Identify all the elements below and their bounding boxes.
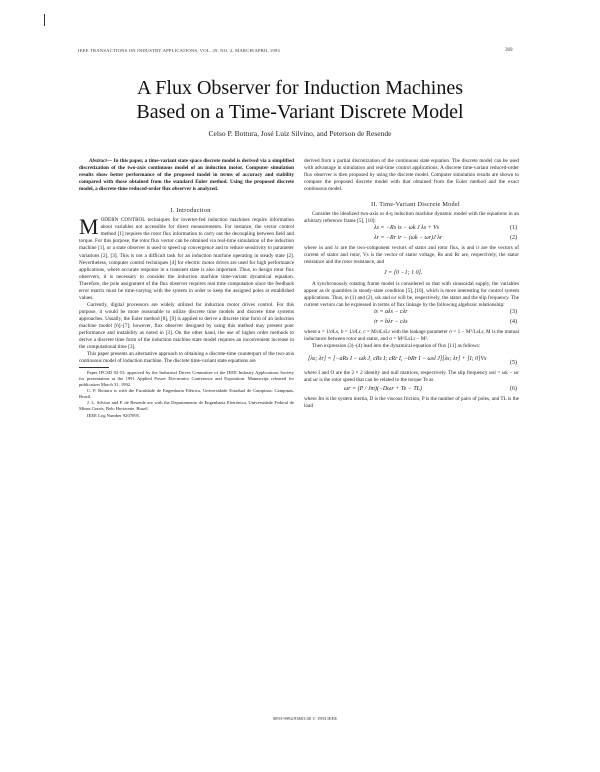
title-line-2: Based on a Time-Variant Discrete Model <box>136 101 464 123</box>
model-paragraph-2: where λs and λr are the two-component vectors of stator and rotor flux, is and ir are the vectors of current of stator and rotor, Vs is the vector of stator voltage, Rs and Rr are, respectively, the stator resistance and the rotor resistance, and <box>304 245 519 266</box>
margin-mark <box>44 14 45 26</box>
model-paragraph-5: Then expression (3)–(4) lead into the dynamical equation of flux [11] as follows: <box>312 342 481 349</box>
equation-5-number: (5) <box>510 359 517 366</box>
footnote-rule <box>79 367 109 368</box>
equation-4-body: ir = bλr − cλs <box>374 318 408 325</box>
equation-5 <box>304 350 519 370</box>
intro-p1-text: ODERN CONTROL techniques for inverter-fed induction machines require information about variables not accessible for direct measurements. For instance, the vector control method [1] requires the rotor flux information to carry out the decoupling between field and torque. For this purpose, the rotor flux vector can be obtained via real-time simulation of the induction machine [1], or a state observer is used to speed up convergence and to reduce sensitivity to parameter variations [2], [3]. This is not a difficult task for an induction machine operating in steady state [2]. Nevertheless, computer control techniques [4] for electric motor drives are used for high performance applications, where accurate response in a transient state is also important. Thus, to design rotor flux observers, it is necessary to consider the induction machine time-variant dynamical equation. Therefore, the pole assignment of the flux observer requires real time computation since the feedback error matrix must be time-varying with the system in order to keep the assigned poles at established values. <box>79 217 294 301</box>
equation-6-body: ωr = (P / Jm)(−Dωr + Te − TL) <box>344 385 423 392</box>
abstract-text: In this paper, a time-variant state space discrete model is derived via a simplified discretization of the two-axis continuous model of an induction motor. Computer simulation results show better performance of the proposed model in terms of accuracy and stability compared with those obtained from the standard Euler method. Using the proposed discrete model, a discrete-time reduced-order flux observer is analyzed. <box>79 158 294 193</box>
section-heading-introduction: I. Introduction <box>170 207 211 215</box>
equation-2 <box>304 235 519 245</box>
section-heading-model: II. Time-Variant Discrete Model <box>370 201 461 209</box>
equation-6 <box>304 384 519 396</box>
equation-2-body: λr = −Rr ir − (ωk − ωr)J λr <box>374 235 443 242</box>
footnote-4: IEEE Log Number 9207095. <box>87 412 141 418</box>
running-head: IEEE TRANSACTIONS ON INDUSTRY APPLICATIONS, VOL. 29, NO. 2, MARCH/APRIL 1993 <box>78 48 280 53</box>
footnote-1: Paper IPCSD 92-53, approved by the Industrial Drives Committee of the IEEE Industry Applications Society for presentation at the 1991 Applied Power Electronics Conference and Exposition. Manuscript released for publication March 31, 1992. <box>79 369 294 388</box>
intro-paragraph-1 <box>79 214 294 302</box>
equation-4 <box>304 319 519 329</box>
footnote-3: J. L. Silvino and P. de Resende are with the Departamento de Engenharia Eletrônica, Universidade Federal de Minas Gerais, Belo Horizonte, Brazil. <box>79 400 294 412</box>
equation-1-body: λs = −Rs is − ωk J λs + Vs <box>374 225 440 232</box>
title-line-1: A Flux Observer for Induction Machines <box>136 77 464 99</box>
left-column <box>79 158 294 718</box>
drop-cap: M <box>79 214 99 240</box>
equation-4-number: (4) <box>510 318 517 325</box>
paper-title <box>60 76 540 124</box>
matrix-j-definition <box>304 267 519 281</box>
intro-paragraph-2: Currently, digital processors are widely utilized for induction motor drives control. For this purpose, it would be more reasonable to utilize discrete time models and discrete time systems approaches. Usually, the Euler method [8], [9] is applied to derive a discrete time form of an induction machine model [6]–[7]; however, flux observer designed by using this method may present poor performance and instability as noted in [3]. On the other hand, the use of higher order methods to derive a discrete time form of the induction machine state model requires an inconvenient increase in the computational time [3]. <box>79 301 294 351</box>
abstract <box>79 158 294 193</box>
page-number: 369 <box>505 48 513 53</box>
equation-2-number: (2) <box>510 235 517 242</box>
right-column <box>304 158 519 718</box>
equation-3-number: (3) <box>510 308 517 315</box>
copyright-line: 0093-9994/93$03.00 © 1993 IEEE <box>272 716 338 721</box>
equation-6-number: (6) <box>510 385 517 392</box>
model-paragraph-7: where Jm is the system inertia, D is the viscous friction, P is the number of pairs of poles, and TL is the load <box>304 395 519 409</box>
abstract-lead: Abstract— <box>89 158 113 164</box>
equation-3 <box>304 309 519 319</box>
equation-1 <box>304 225 519 235</box>
model-paragraph-1: Consider the idealized two-axis or d-q induction machine dynamic model with the equations in an arbitrary reference frame [5], [10]: <box>304 211 519 225</box>
model-paragraph-6: where I and O are the 2 × 2 identity and null matrices, respectively. The slip frequency ωsl = ωk − ωr and ωr is the rotor speed that can be related to the torque Te as <box>304 369 519 383</box>
equation-5-body: [λs; λr] = [−aRs I − ωk J, cRs I; cRr I, −bRr I − ωsl J][λs; λr] + [I; 0]Vs <box>308 355 487 362</box>
model-paragraph-3: A synchronously rotating frame model is considered so that with sinusoidal supply, the variables appear as dc quantities in steady-state condition [5], [10], which is more interesting for control system applications. Thus, in (1) and (2), ωk and ωr will be, respectively, the stator and the slip frequency. The current vectors can be expressed in terms of flux linkage by the following algebraic relationship: <box>304 280 519 308</box>
equation-3-body: is = aλs − cλr <box>374 308 408 315</box>
intro-paragraph-3: This paper presents an alternative approach to obtaining a discrete-time counterpart of the two-axis continuous model of induction machine. The discrete time-variant state equations are <box>79 351 294 365</box>
authors: Celso P. Bottura, José Luiz Silvino, and Peterson de Resende <box>208 129 392 138</box>
equation-1-number: (1) <box>510 225 517 232</box>
matrix-j-body: J = [0 −1; 1 0]. <box>384 269 423 276</box>
footnote-2: C. P. Bottura is with the Faculdade de Engenharia Elétrica, Universidade Estadual de Campinas, Campinas, Brazil. <box>79 388 294 400</box>
model-paragraph-4: where a = 1/σLs, b = 1/σLr, c = M/σLsLr with the leakage parameter σ = 1 − M²/LsLr, M is the mutual inductance between rotor and stator, and σ = M²/LsLr − M². <box>304 328 519 342</box>
abstract-continuation: derived from a partial discretization of the continuous state equation. The discrete model can be used with advantage in simulation and real-time control applications. A discrete time-variant reduced-order flux observer is then proposed by using the discrete model. Computer simulation results are shown to compare the proposed discrete model with that obtained from the Euler method and the exact continuous model. <box>304 158 519 193</box>
